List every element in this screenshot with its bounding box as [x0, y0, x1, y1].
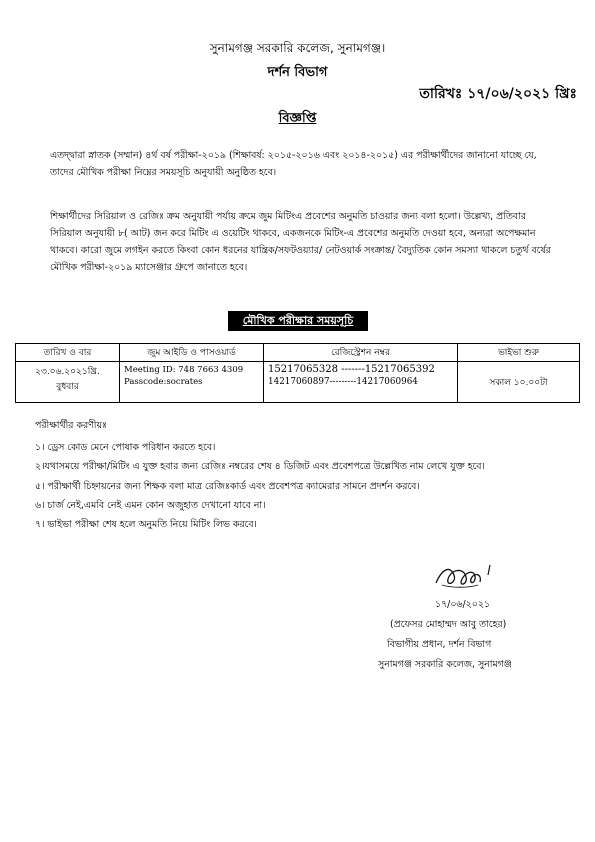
exam-day: বুধবার [56, 382, 79, 392]
notice-title-wrap [0, 107, 595, 130]
duties-title: পরীক্ষার্থীর করণীয়ঃ [35, 420, 107, 431]
reg-range-2: 14217060897---------14217060964 [268, 377, 418, 387]
signature-date: ১৭/০৬/২০২১ [435, 599, 491, 610]
list-item: ১। ড্রেস কোড মেনে পোষাক পরিধান করতে হবে। [35, 442, 216, 453]
duties-list [35, 440, 585, 536]
list-item: ৭। ভাইভা পরীক্ষা শেষ হলে অনুমতি নিয়ে মিটিং লিভ করবে। [35, 519, 257, 531]
passcode: Passcode:socrates [124, 377, 203, 387]
signature-image [428, 555, 503, 595]
schedule-title: মৌখিক পরীক্ষার সময়সূচি [228, 311, 368, 331]
list-item: ২।যথাসময়ে পরীক্ষা/মিটিং এ যুক্ত হবার জন্য রেজিঃ নম্বরের শেষ ৪ ডিজিট এবং প্রবেশপত্রে উল্লেখিত নাম লেখে যুক্ত হবে। [35, 461, 485, 473]
cell-zoom [120, 362, 264, 403]
signatory-organization: সুনামগঞ্জ সরকারি কলেজ, সুনামগঞ্জ [378, 659, 512, 670]
college-name: সুনামগঞ্জ সরকারি কলেজ, সুনামগঞ্জ। [209, 41, 386, 55]
schedule-header-row [16, 344, 580, 362]
exam-date: ২৩.০৬.২০২১খ্রি. [35, 367, 100, 377]
viva-start-time: সকাল ১০.০০টা [458, 362, 580, 403]
header-zoom: জুম আইডি ও পাসওয়ার্ড [120, 344, 264, 362]
header-viva-start: ভাইভা শুরু [458, 344, 580, 362]
signatory-name: (প্রফেসর মোহাম্মদ আবু তাহের) [390, 619, 507, 630]
header-date: তারিখ ও বার [16, 344, 120, 362]
department-name: দর্শন বিভাগ [267, 65, 328, 80]
signatory-role: বিভাগীয় প্রধান, দর্শন বিভাগ [387, 639, 492, 650]
table-row [16, 362, 580, 403]
header-registration: রেজিস্ট্রেশন নম্বর [264, 344, 458, 362]
notice-title: বিজ্ঞপ্তি [278, 111, 317, 126]
notice-date: তারিখঃ ১৭/০৬/২০২১ খ্রিঃ [419, 86, 577, 102]
meeting-id: Meeting ID: 748 7663 4309 [124, 365, 244, 375]
cell-registration [264, 362, 458, 403]
schedule-table [15, 343, 580, 403]
list-item: ৬। চার্জ নেই,এমবি নেই এমন কোন অজুহাত দেখানো যাবে না। [35, 499, 266, 511]
reg-range-1: 15217065328 -------15217065392 [268, 364, 435, 375]
intro-paragraph: এতদ্দ্বারা স্নাতক (সম্মান) ৪র্থ বর্ষ পরীক্ষা-২০১৯ (শিক্ষাবর্ষ: ২০১৫-২০১৬ এবং ২০১৪-২০১৫) এর পরীক্ষার্থীদের জানানো যাচ্ছে যে, তাদের মৌখিক পরীক্ষা নিম্নের সময়সূচি অনুযায়ী অনুষ্ঠিত হবে। [50, 150, 537, 178]
cell-date [16, 362, 120, 403]
list-item: ৫। পরীক্ষার্থী চিহ্নায়নের জন্য শিক্ষক বলা মাত্র রেজিঃকার্ড এবং প্রবেশপত্র ক্যামেরার সামনে প্রদর্শন করবে। [35, 480, 420, 492]
instructions-paragraph: শিক্ষার্থীদের সিরিয়াল ও রেজিঃ ক্রম অনুযায়ী পর্যায় ক্রমে জুম মিটিংএ প্রবেশের অনুমতি চাওয়ার জন্য বলা হলো। উল্লেখ্য, প্রতিবার সিরিয়াল অনুযায়ী ৮( আট) জন করে মিটিং এ ওয়েটিং থাকবে, একজনকে মিটিং-এ প্রবেশের অনুমতি দেওয়া হবে, অন্যরা অপেক্ষমান থাকবে। কারো জুমে লগইন করতে কিংবা কোন ধরনের যান্ত্রিক/সফটওয়্যার/ নেটওয়ার্ক সংক্রান্ত/ বৈদ্যুতিক কোন সমস্যা থাকলে চতুর্থ বর্ষের মৌখিক পরীক্ষা-২০১৯ ম্যাসেঞ্জার গ্রুপে জানাতে হবে। [50, 211, 551, 273]
